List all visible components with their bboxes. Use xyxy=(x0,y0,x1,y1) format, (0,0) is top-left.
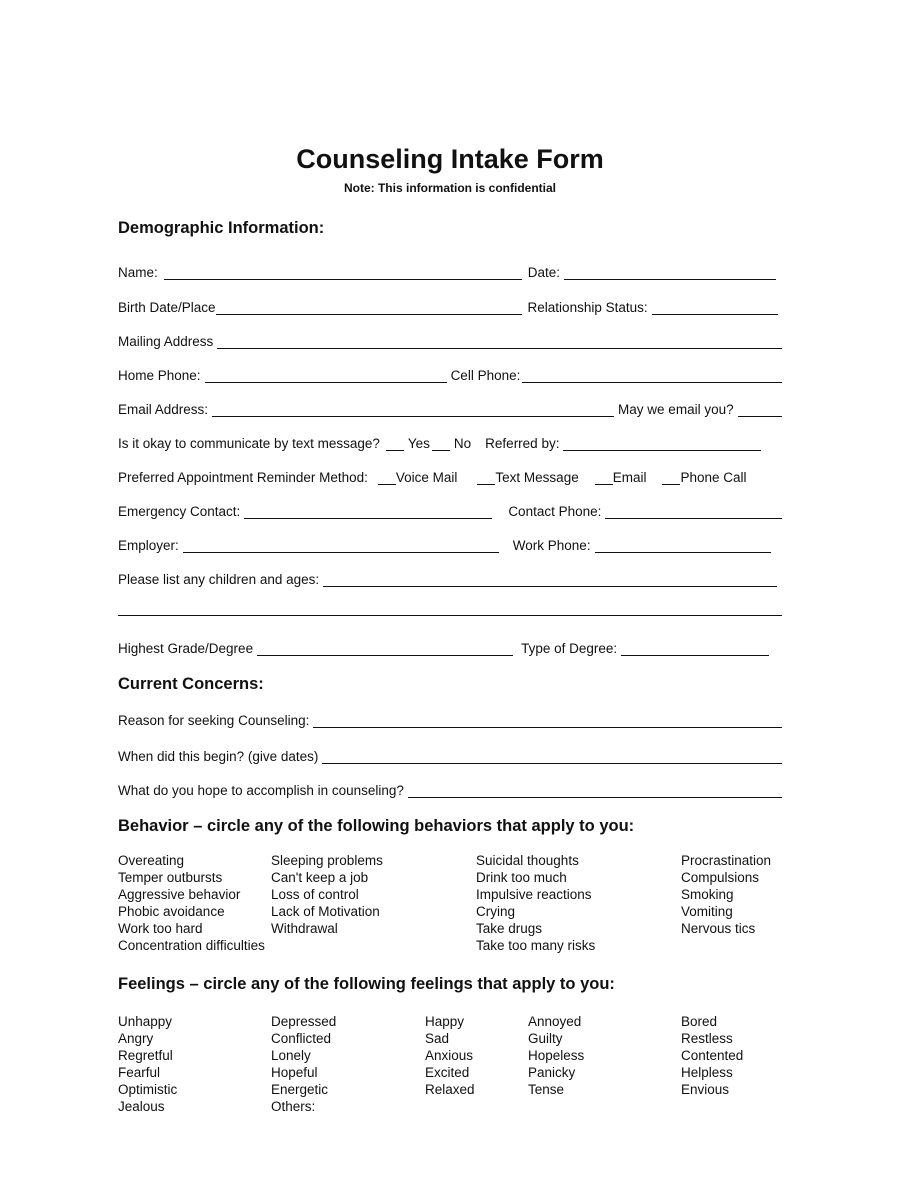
feeling-option[interactable]: Contented xyxy=(681,1048,744,1063)
children-field[interactable] xyxy=(323,572,777,587)
voice-mail-label: Voice Mail xyxy=(395,470,458,485)
behavior-option[interactable]: Drink too much xyxy=(476,870,567,885)
behavior-option[interactable]: Withdrawal xyxy=(271,921,338,936)
feeling-option[interactable]: Others: xyxy=(271,1099,316,1114)
when-label: When did this begin? (give dates) xyxy=(118,749,319,764)
text-message-blank[interactable] xyxy=(477,470,495,485)
feeling-option[interactable]: Bored xyxy=(681,1014,718,1029)
reminder-label: Preferred Appointment Reminder Method: xyxy=(118,470,368,485)
row-reminder xyxy=(118,467,782,485)
cell-phone-label: Cell Phone: xyxy=(450,368,521,383)
behavior-option[interactable]: Suicidal thoughts xyxy=(476,853,579,868)
behavior-option[interactable]: Vomiting xyxy=(681,904,733,919)
row-email xyxy=(118,399,782,417)
email-option-label: Email xyxy=(612,470,647,485)
row-mailing xyxy=(118,331,782,349)
behavior-option[interactable]: Crying xyxy=(476,904,516,919)
email-label: Email Address: xyxy=(118,402,209,417)
text-ok-label: Is it okay to communicate by text message? xyxy=(118,436,380,451)
may-email-label: May we email you? xyxy=(618,402,734,417)
section-feelings: Feelings – circle any of the following feelings that apply to you: xyxy=(118,975,615,993)
feelings-column-4 xyxy=(528,1013,584,1098)
feeling-option[interactable]: Happy xyxy=(425,1014,465,1029)
reason-label: Reason for seeking Counseling: xyxy=(118,713,310,728)
behavior-option[interactable]: Work too hard xyxy=(118,921,203,936)
feeling-option[interactable]: Restless xyxy=(681,1031,733,1046)
behavior-column-3 xyxy=(476,852,595,954)
behavior-option[interactable]: Procrastination xyxy=(681,853,772,868)
feeling-option[interactable]: Guilty xyxy=(528,1031,563,1046)
row-children xyxy=(118,569,782,587)
text-no-blank[interactable] xyxy=(432,436,450,451)
behavior-column-4 xyxy=(681,852,771,937)
behavior-option[interactable]: Concentration difficulties xyxy=(118,938,265,953)
behavior-option[interactable]: Impulsive reactions xyxy=(476,887,592,902)
hope-field[interactable] xyxy=(408,783,782,798)
feelings-column-5 xyxy=(681,1013,743,1098)
feeling-option[interactable]: Lonely xyxy=(271,1048,311,1063)
section-demographic: Demographic Information: xyxy=(118,219,325,237)
behavior-option[interactable]: Take too many risks xyxy=(476,938,596,953)
feelings-column-1 xyxy=(118,1013,177,1115)
feeling-option[interactable]: Anxious xyxy=(425,1048,474,1063)
confidential-note: Note: This information is confidential xyxy=(343,181,556,195)
employer-label: Employer: xyxy=(118,538,179,553)
referred-label: Referred by: xyxy=(485,436,560,451)
row-degree xyxy=(118,638,782,656)
feeling-option[interactable]: Energetic xyxy=(271,1082,329,1097)
feelings-column-3 xyxy=(425,1013,475,1098)
feeling-option[interactable]: Conflicted xyxy=(271,1031,332,1046)
row-emergency xyxy=(118,501,782,519)
emergency-label: Emergency Contact: xyxy=(118,504,241,519)
feeling-option[interactable]: Envious xyxy=(681,1082,730,1097)
behavior-option[interactable]: Loss of control xyxy=(271,887,359,902)
feeling-option[interactable]: Hopeful xyxy=(271,1065,318,1080)
behavior-option[interactable]: Can't keep a job xyxy=(271,870,369,885)
name-field[interactable] xyxy=(164,265,522,280)
voice-mail-blank[interactable] xyxy=(378,470,396,485)
row-name-date xyxy=(118,262,782,280)
section-behavior: Behavior – circle any of the following behaviors that apply to you: xyxy=(118,817,635,835)
degree-type-field[interactable] xyxy=(621,641,769,656)
row-phones xyxy=(118,365,782,383)
home-phone-field[interactable] xyxy=(205,368,447,383)
reason-field[interactable] xyxy=(313,713,782,728)
behavior-option[interactable]: Phobic avoidance xyxy=(118,904,225,919)
row-birth-relationship xyxy=(118,297,782,315)
work-phone-label: Work Phone: xyxy=(512,538,591,553)
behavior-option[interactable]: Overeating xyxy=(118,853,185,868)
name-label: Name: xyxy=(118,265,158,280)
birth-label: Birth Date/Place xyxy=(118,300,216,315)
feeling-option[interactable]: Relaxed xyxy=(425,1082,475,1097)
text-yes-blank[interactable] xyxy=(386,436,404,451)
row-when xyxy=(118,746,782,764)
when-field[interactable] xyxy=(322,749,782,764)
feeling-option[interactable]: Regretful xyxy=(118,1048,173,1063)
behavior-option[interactable]: Nervous tics xyxy=(681,921,756,936)
behavior-option[interactable]: Take drugs xyxy=(476,921,543,936)
email-field[interactable] xyxy=(212,402,614,417)
section-concerns: Current Concerns: xyxy=(118,675,264,693)
feeling-option[interactable]: Excited xyxy=(425,1065,470,1080)
date-label: Date: xyxy=(527,265,561,280)
feeling-option[interactable]: Unhappy xyxy=(118,1014,173,1029)
birth-field[interactable] xyxy=(216,300,522,315)
may-email-field[interactable] xyxy=(738,402,782,417)
date-field[interactable] xyxy=(564,265,776,280)
children-label: Please list any children and ages: xyxy=(118,572,320,587)
row-employer xyxy=(118,535,782,553)
feeling-option[interactable]: Angry xyxy=(118,1031,154,1046)
behavior-option[interactable]: Aggressive behavior xyxy=(118,887,241,902)
row-hope xyxy=(118,780,782,798)
behavior-option[interactable]: Smoking xyxy=(681,887,734,902)
behavior-column-1 xyxy=(118,852,265,954)
relationship-label: Relationship Status: xyxy=(527,300,648,315)
grade-field[interactable] xyxy=(257,641,513,656)
cell-phone-field[interactable] xyxy=(522,368,782,383)
yes-label: Yes xyxy=(407,436,430,451)
mailing-field[interactable] xyxy=(217,334,782,349)
no-label: No xyxy=(453,436,472,451)
feeling-option[interactable]: Jealous xyxy=(118,1099,165,1114)
referred-field[interactable] xyxy=(563,436,761,451)
email-option-blank[interactable] xyxy=(595,470,613,485)
form-title: Counseling Intake Form xyxy=(296,144,604,174)
phone-call-label: Phone Call xyxy=(680,470,747,485)
behavior-option[interactable]: Compulsions xyxy=(681,870,760,885)
hope-label: What do you hope to accomplish in counseling? xyxy=(118,783,404,798)
behavior-option[interactable]: Temper outbursts xyxy=(118,870,223,885)
feeling-option[interactable]: Panicky xyxy=(528,1065,576,1080)
feeling-option[interactable]: Fearful xyxy=(118,1065,161,1080)
contact-phone-field[interactable] xyxy=(605,504,782,519)
feeling-option[interactable]: Helpless xyxy=(681,1065,733,1080)
home-phone-label: Home Phone: xyxy=(118,368,201,383)
emergency-field[interactable] xyxy=(244,504,492,519)
feeling-option[interactable]: Sad xyxy=(425,1031,450,1046)
feelings-column-2 xyxy=(271,1013,336,1115)
feeling-option[interactable]: Annoyed xyxy=(528,1014,582,1029)
feeling-option[interactable]: Hopeless xyxy=(528,1048,585,1063)
feeling-option[interactable]: Optimistic xyxy=(118,1082,178,1097)
behavior-option[interactable]: Sleeping problems xyxy=(271,853,383,868)
work-phone-field[interactable] xyxy=(595,538,771,553)
row-text-referred xyxy=(118,433,782,451)
behavior-column-2 xyxy=(271,852,383,937)
mailing-label: Mailing Address xyxy=(118,334,214,349)
feeling-option[interactable]: Depressed xyxy=(271,1014,337,1029)
grade-label: Highest Grade/Degree xyxy=(118,641,254,656)
row-reason xyxy=(118,710,782,728)
degree-type-label: Type of Degree: xyxy=(521,641,618,656)
employer-field[interactable] xyxy=(183,538,499,553)
feeling-option[interactable]: Tense xyxy=(528,1082,565,1097)
children-extra-line[interactable] xyxy=(118,601,782,616)
phone-call-blank[interactable] xyxy=(662,470,680,485)
relationship-field[interactable] xyxy=(652,300,778,315)
text-message-label: Text Message xyxy=(495,470,579,485)
contact-phone-label: Contact Phone: xyxy=(508,504,602,519)
behavior-option[interactable]: Lack of Motivation xyxy=(271,904,380,919)
